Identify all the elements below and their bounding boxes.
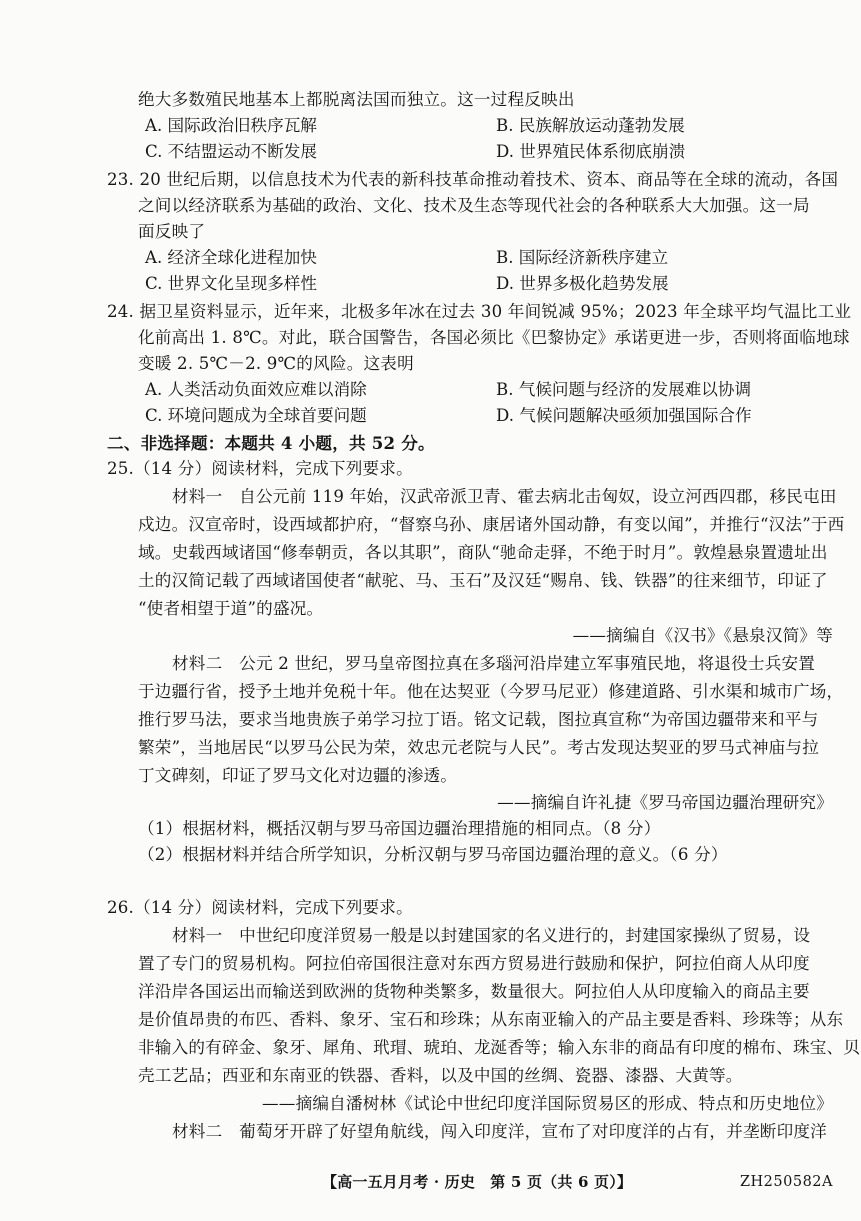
q25-material-1-line-4: 土的汉简记载了西域诸国使者“献驼、马、玉石”及汉廷“赐帛、钱、铁器”的往来细节，印证了 <box>138 571 828 590</box>
q26-material-1-line-3: 洋沿岸各国运出而输送到欧洲的货物种类繁多，数量很大。阿拉伯人从印度输入的商品主要 <box>138 982 810 1001</box>
q24-option-a: A. 人类活动负面效应难以消除 <box>145 380 367 399</box>
q23-option-d: D. 世界多极化趋势发展 <box>496 274 669 293</box>
q25-material-1-source: ——摘编自《汉书》《悬泉汉简》等 <box>572 626 833 645</box>
q25-material-1-line-1: 材料一 自公元前 119 年始，汉武帝派卫青、霍去病北击匈奴，设立河西四郡，移民屯田 <box>172 487 837 506</box>
q26-material-1-line-4: 是价值昂贵的布匹、香料、象牙、宝石和珍珠；从东南亚输入的产品主要是香料、珍珠等；从东 <box>138 1010 844 1029</box>
q22-option-b: B. 民族解放运动蓬勃发展 <box>496 116 685 135</box>
q22-option-a: A. 国际政治旧秩序瓦解 <box>145 116 317 135</box>
q25-material-2-line-1: 材料二 公元 2 世纪，罗马皇帝图拉真在多瑙河沿岸建立军事殖民地，将退役士兵安置 <box>172 654 816 673</box>
q23-stem-line-3: 面反映了 <box>138 222 206 241</box>
q25-material-2-source: ——摘编自许礼捷《罗马帝国边疆治理研究》 <box>497 793 833 812</box>
q25-material-1-line-5: “使者相望于道”的盛况。 <box>138 599 324 618</box>
q26-material-1-line-5: 非输入的有碎金、象牙、犀角、玳瑁、琥珀、龙涎香等；输入东非的商品有印度的棉布、珠宝、贝 <box>138 1038 861 1057</box>
q22-option-c: C. 不结盟运动不断发展 <box>145 142 317 161</box>
page-footer: 【高一五月月考 · 历史 第 5 页（共 6 页）】 <box>322 1173 633 1191</box>
section-2-heading: 二、非选择题：本题共 4 小题，共 52 分。 <box>107 433 435 453</box>
q24-stem-line-3: 变暖 2. 5℃－2. 9℃的风险。这表明 <box>138 354 414 373</box>
q25-subquestion-1: （1）根据材料，概括汉朝与罗马帝国边疆治理措施的相同点。（8 分） <box>138 819 661 838</box>
q22-stem-tail: 绝大多数殖民地基本上都脱离法国而独立。这一过程反映出 <box>138 90 575 109</box>
q26-material-1-line-2: 置了专门的贸易机构。阿拉伯帝国很注意对东西方贸易进行鼓励和保护，阿拉伯商人从印度 <box>138 954 810 973</box>
q25-subquestion-2: （2）根据材料并结合所学知识，分析汉朝与罗马帝国边疆治理的意义。（6 分） <box>138 845 728 864</box>
q23-option-c: C. 世界文化呈现多样性 <box>145 274 317 293</box>
q25-material-2-line-3: 推行罗马法，要求当地贵族子弟学习拉丁语。铭文记载，图拉真宣称“为帝国边疆带来和平与 <box>138 710 819 729</box>
q25-material-2-line-2: 于边疆行省，授予土地并免税十年。他在达契亚（今罗马尼亚）修建道路、引水渠和城市广场， <box>138 682 844 701</box>
q26-material-2-line-1: 材料二 葡萄牙开辟了好望角航线，闯入印度洋，宣布了对印度洋的占有，并垄断印度洋 <box>172 1122 827 1141</box>
q26-material-1-line-6: 壳工艺品；西亚和东南亚的铁器、香料，以及中国的丝绸、瓷器、漆器、大黄等。 <box>138 1066 743 1085</box>
q24-option-d: D. 气候问题解决亟须加强国际合作 <box>496 406 752 425</box>
q24-stem-line-2: 化前高出 1. 8℃。对此，联合国警告，各国必须比《巴黎协定》承诺更进一步，否则将面临地球 <box>138 328 850 347</box>
q23-option-b: B. 国际经济新秩序建立 <box>496 248 669 267</box>
q23-stem-line-1: 23. 20 世纪后期，以信息技术为代表的新科技革命推动着技术、资本、商品等在全球的流动，各国 <box>107 170 839 189</box>
q23-stem-line-2: 之间以经济联系为基础的政治、文化、技术及生态等现代社会的各种联系大大加强。这一局 <box>138 196 810 215</box>
paper-code: ZH250582A <box>739 1174 833 1190</box>
q23-option-a: A. 经济全球化进程加快 <box>145 248 317 267</box>
q26-header: 26.（14 分）阅读材料，完成下列要求。 <box>107 898 413 917</box>
q25-header: 25.（14 分）阅读材料，完成下列要求。 <box>107 459 413 478</box>
q25-material-1-line-3: 域。史载西域诸国“修奉朝贡，各以其职”，商队“驰命走驿，不绝于时月”。敦煌悬泉置遗址出 <box>138 543 828 562</box>
q22-option-d: D. 世界殖民体系彻底崩溃 <box>496 142 686 161</box>
q25-material-2-line-5: 丁文碑刻，印证了罗马文化对边疆的渗透。 <box>138 766 458 785</box>
q26-material-1-line-1: 材料一 中世纪印度洋贸易一般是以封建国家的名义进行的，封建国家操纵了贸易，设 <box>172 926 811 945</box>
q26-material-1-source: ——摘编自潘树林《试论中世纪印度洋国际贸易区的形成、特点和历史地位》 <box>262 1094 833 1113</box>
q24-option-b: B. 气候问题与经济的发展难以协调 <box>496 380 752 399</box>
q24-option-c: C. 环境问题成为全球首要问题 <box>145 406 367 425</box>
q25-material-2-line-4: 繁荣”，当地居民“以罗马公民为荣，效忠元老院与人民”。考古发现达契亚的罗马式神庙与拉 <box>138 738 820 757</box>
q25-material-1-line-2: 戍边。汉宣帝时，设西域都护府，“督察乌孙、康居诸外国动静，有变以闻”，并推行“汉法”于西 <box>138 515 845 534</box>
q24-stem-line-1: 24. 据卫星资料显示，近年来，北极多年冰在过去 30 年间锐减 95%；2023 年全球平均气温比工业 <box>107 302 852 321</box>
